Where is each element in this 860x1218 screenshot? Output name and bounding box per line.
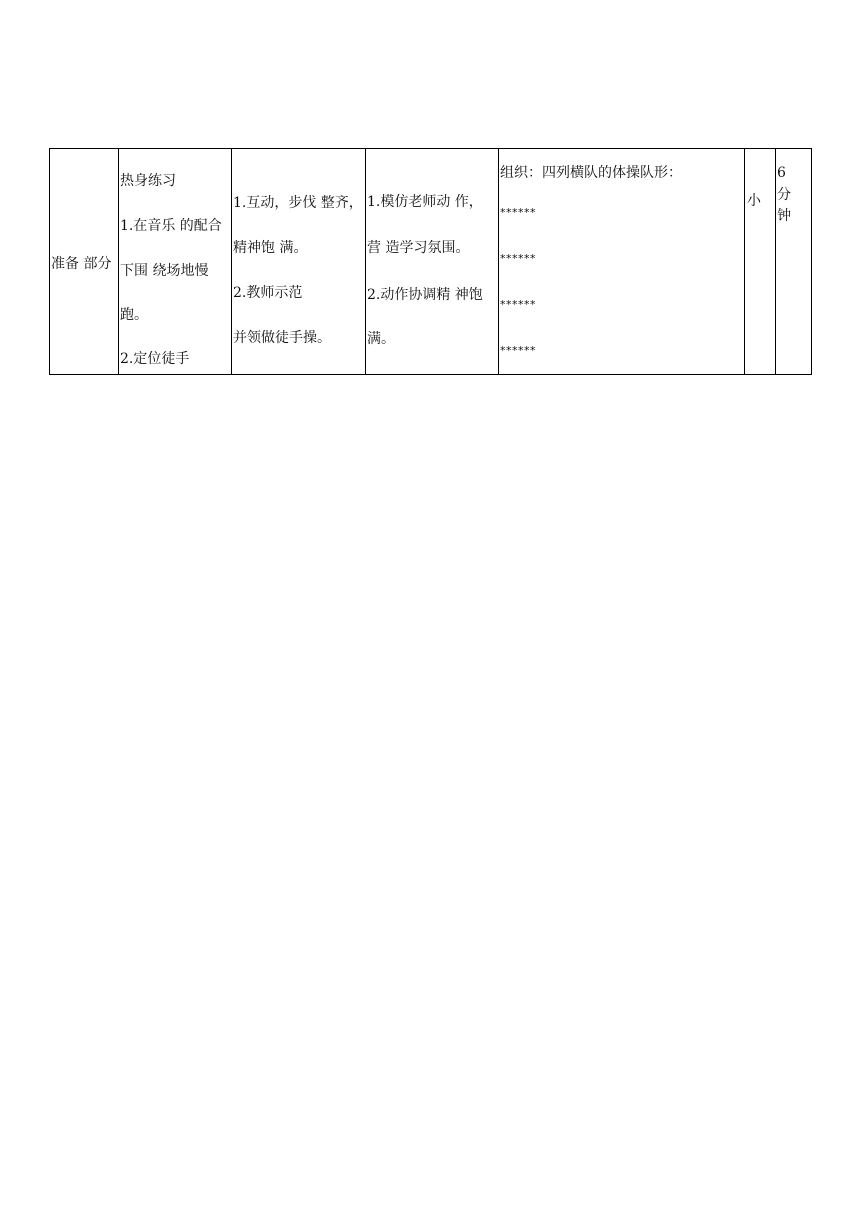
teacher-line: 精神饱 满。: [233, 240, 308, 256]
section-cell: [50, 149, 119, 375]
time-cell: [776, 149, 812, 375]
content-line: 跑。: [120, 307, 148, 323]
student-line: 2.动作协调精 神饱: [367, 287, 483, 303]
content-cell: [119, 149, 232, 375]
organization-heading: 组织：四列横队的体操队形：: [500, 165, 682, 181]
content-line: 2.定位徒手: [120, 351, 190, 367]
formation-row: ******: [500, 206, 536, 219]
formation-row: ******: [500, 298, 536, 311]
section-label: 准备 部分: [51, 256, 112, 272]
content-line: 热身练习: [120, 173, 176, 189]
formation-row: ******: [500, 252, 536, 265]
teacher-activity-cell: [232, 149, 366, 375]
intensity-value: 小: [747, 193, 761, 209]
teacher-line: 并领做徒手操。: [233, 330, 331, 346]
time-unit: 分: [777, 187, 791, 203]
organization-cell: [499, 149, 745, 375]
teacher-line: 1.互动，步伐 整齐，: [233, 195, 363, 211]
time-value: 6: [777, 165, 786, 181]
student-line: 营 造学习氛围。: [367, 240, 470, 256]
student-line: 满。: [367, 331, 395, 347]
student-activity-cell: [366, 149, 499, 375]
formation-row: ******: [500, 344, 536, 357]
content-line: 下围 绕场地慢: [120, 263, 209, 279]
intensity-cell: [745, 149, 776, 375]
content-line: 1.在音乐 的配合: [120, 218, 222, 234]
table-row: [50, 149, 812, 375]
lesson-plan-table: [49, 148, 812, 375]
teacher-line: 2.教师示范: [233, 285, 303, 301]
time-unit: 钟: [777, 208, 791, 224]
student-line: 1.模仿老师动 作，: [367, 194, 483, 210]
